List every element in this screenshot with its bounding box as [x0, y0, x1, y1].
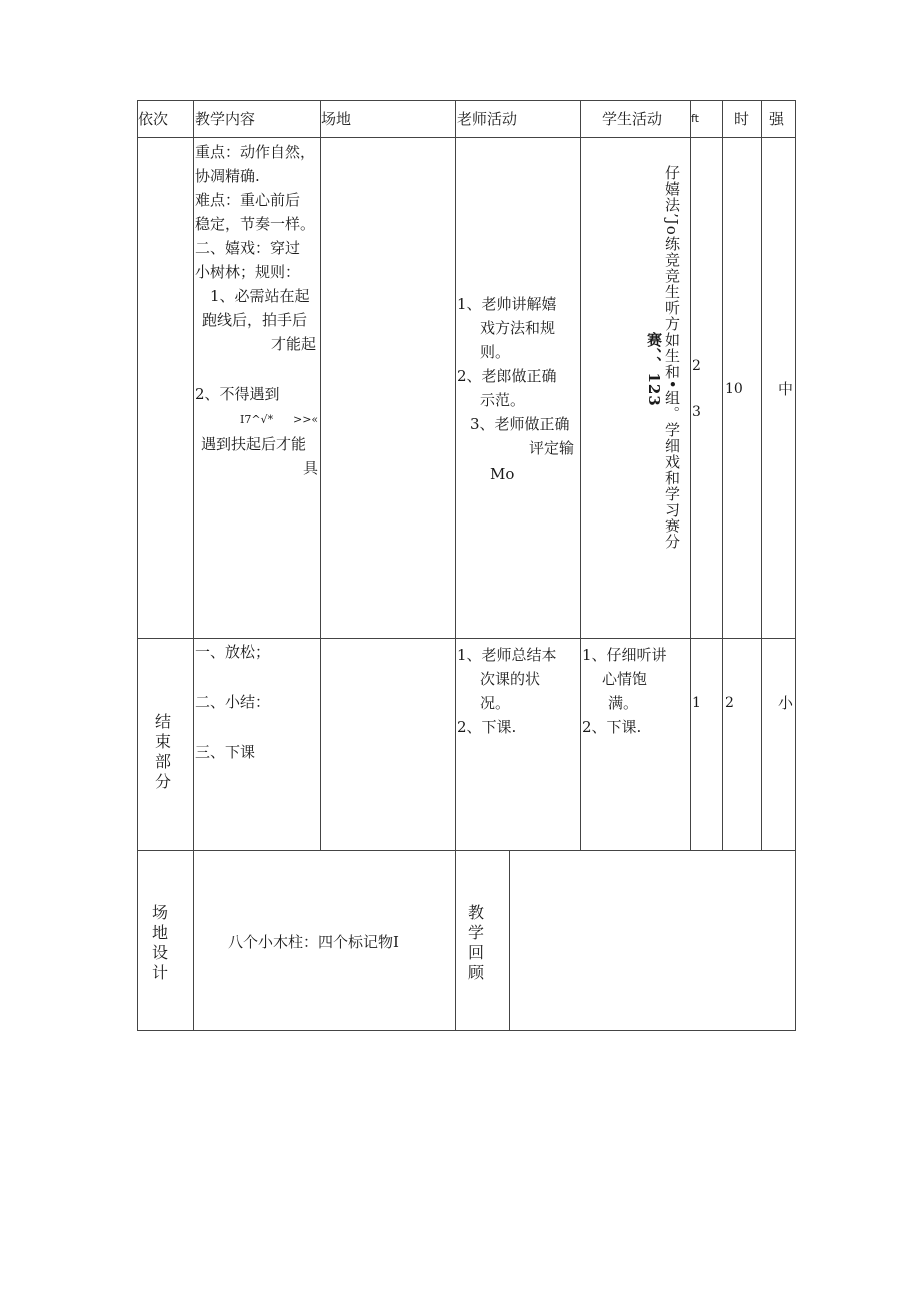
teacher-line: 2、老郎做正确	[457, 367, 557, 385]
count-value: 2	[692, 358, 701, 374]
header-intensity: 强	[769, 110, 785, 128]
content-line: 难点：重心前后	[195, 191, 301, 209]
teaching-review-label: 教学回顾	[467, 903, 484, 982]
section-label-end: 结束部分	[154, 712, 171, 791]
venue-design-label: 场地设计	[151, 903, 168, 982]
header-venue: 场地	[321, 110, 352, 128]
content-line: 具	[303, 459, 319, 477]
header-teacher: 老师活动	[457, 110, 518, 128]
teacher-line: 示范。	[480, 391, 526, 409]
content-line: 稳定，节奏一样。	[195, 215, 316, 233]
teacher-line: 则。	[480, 343, 511, 361]
row-divider-main	[137, 638, 796, 639]
venue-design-text: 八个小木柱：四个标记物I	[228, 933, 399, 951]
end-teacher-line: 况。	[480, 694, 511, 712]
end-teacher-line: 1、老师总结本	[457, 646, 557, 664]
end-content-line: 三、下课	[195, 743, 256, 761]
header-divider	[137, 137, 796, 138]
table-border-bottom	[137, 1030, 796, 1031]
header-content: 教学内容	[195, 110, 256, 128]
col-divider-4	[580, 100, 581, 851]
end-teacher-line: 次课的状	[480, 670, 541, 688]
content-line: 小树林；规则：	[195, 263, 301, 281]
content-line: I7^√*	[240, 413, 274, 426]
col-divider-7	[761, 100, 762, 851]
teacher-line: 戏方法和规	[480, 319, 556, 337]
teacher-line: 1、老帅讲解嬉	[457, 295, 557, 313]
col-divider-3	[455, 100, 456, 1031]
content-line: 1、必需站在起	[210, 287, 310, 305]
table-border-right	[795, 100, 796, 1031]
content-line: >>«	[293, 413, 319, 426]
end-teacher-line: 2、下课.	[457, 718, 517, 736]
content-line: 协凋精确.	[195, 167, 260, 185]
end-student-line: 心情饱	[602, 670, 648, 688]
end-count-value: 1	[692, 695, 701, 711]
col-divider-5	[690, 100, 691, 851]
col-divider-2	[320, 100, 321, 851]
student-vertical-text: 仔嬉法’Jo练竞竞生听方如生和•组。学细戏和学习赛分	[663, 165, 681, 550]
header-count: ft	[691, 112, 699, 125]
content-line: 重点：动作自然，	[195, 143, 316, 161]
content-line: 二、嬉戏：穿过	[195, 239, 301, 257]
teacher-line: 评定输	[529, 439, 575, 457]
content-line: 才能起	[271, 335, 317, 353]
col-divider-6	[722, 100, 723, 851]
table-border-left	[137, 100, 138, 1031]
content-line: 2、不得遇到	[195, 385, 280, 403]
end-content-line: 二、小结：	[195, 693, 271, 711]
table-border-top	[137, 100, 796, 101]
teacher-line: Mo	[490, 465, 515, 483]
review-divider	[509, 850, 510, 1031]
end-student-line: 2、下课.	[582, 718, 642, 736]
content-line: 遇到扶起后才能	[201, 435, 307, 453]
col-divider-1	[193, 100, 194, 1031]
end-content-line: 一、放松；	[195, 643, 271, 661]
count-value: 3	[692, 404, 701, 420]
header-time: 时	[734, 110, 750, 128]
intensity-value: 中	[778, 380, 794, 398]
end-student-line: 1、仔细听讲	[582, 646, 667, 664]
time-value: 10	[725, 381, 743, 397]
end-time-value: 2	[725, 695, 734, 711]
header-student: 学生活动	[602, 110, 663, 128]
end-intensity-value: 小	[778, 694, 794, 712]
header-order: 依次	[138, 110, 169, 128]
content-line: 跑线后，拍手后	[202, 311, 308, 329]
student-vertical-text: 赛、、123	[645, 332, 663, 407]
teacher-line: 3、老师做正确	[470, 415, 570, 433]
end-student-line: 满。	[608, 694, 639, 712]
row-divider-end	[137, 850, 796, 851]
